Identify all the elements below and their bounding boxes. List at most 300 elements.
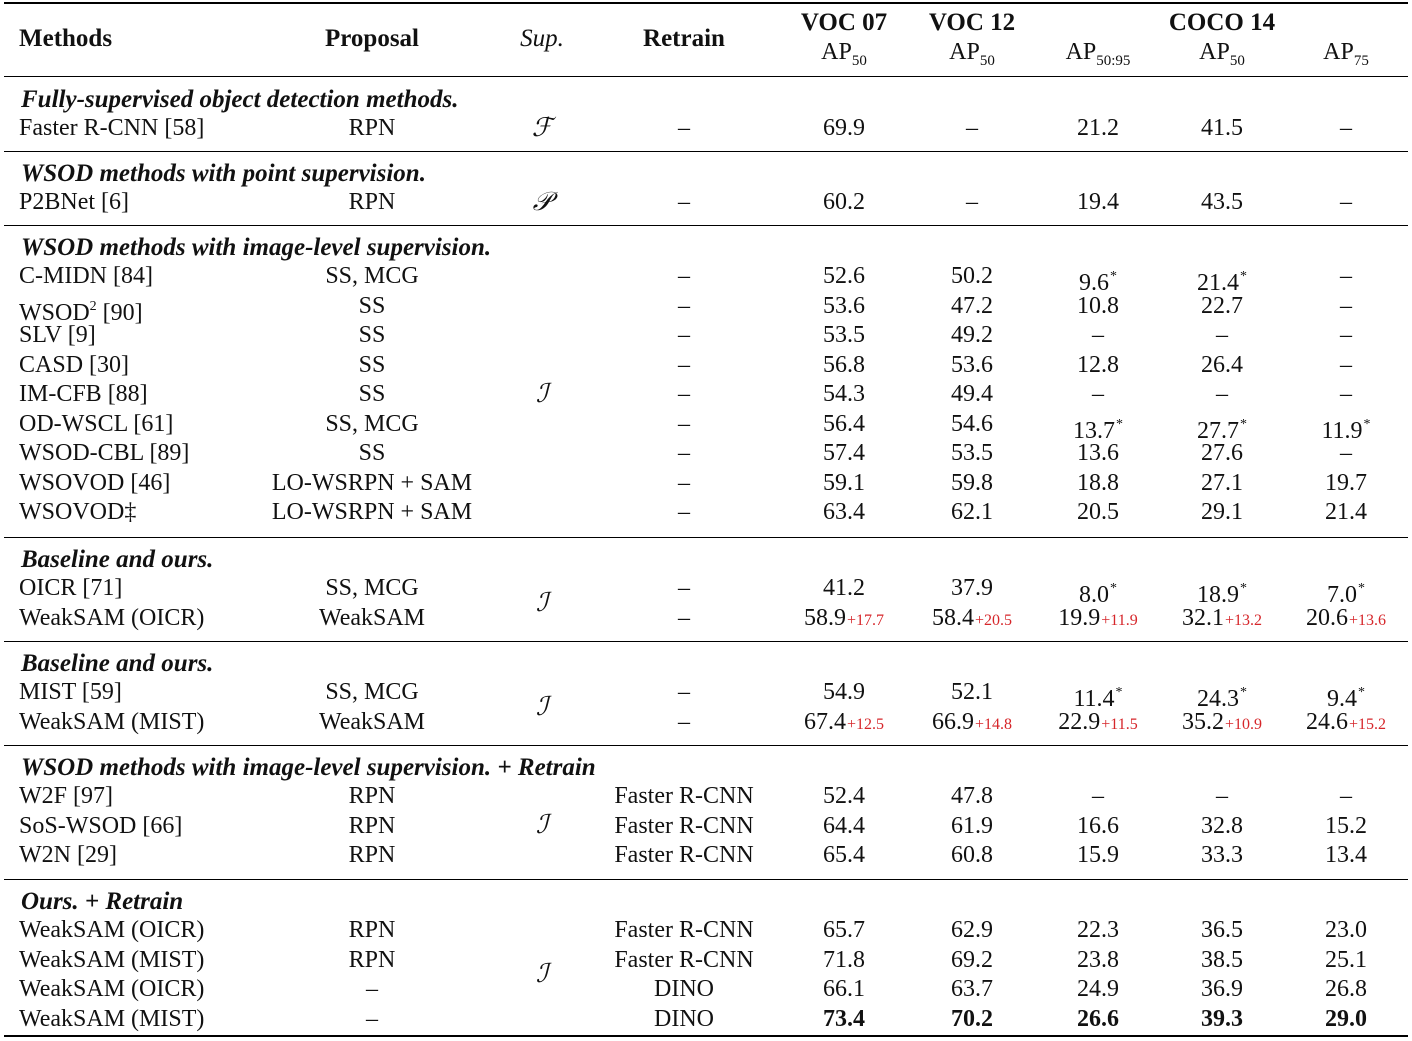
retrain-cell: – [678,292,690,319]
v12-cell [908,1005,1036,1035]
ap5095-cell [1036,975,1160,1005]
ap50-cell [1160,410,1284,444]
method-name [19,262,259,292]
method-name [19,678,259,708]
top-rule [4,2,1408,4]
ap5095-cell [1036,469,1160,499]
supervision-symbol: ℐ [535,810,549,841]
v12-cell [908,708,1036,738]
bottom-rule [4,1035,1408,1037]
method-name [19,469,259,499]
method-name [19,841,259,871]
v12-value: 52.1 [951,679,993,705]
method-text: WeakSAM (MIST) [19,708,205,735]
ap50-value: 27.1 [1201,469,1243,496]
v12-cell [908,678,1036,708]
ap50-value: – [1216,783,1228,809]
ap50-cell [1160,678,1284,712]
ap50-value: 27.7 [1197,417,1239,444]
ap50-value: – [1216,381,1228,407]
v07-value: 41.2 [823,575,865,601]
table-row [0,321,1412,351]
ap50-value: 43.5 [1201,189,1243,215]
improvement-gain: +13.2 [1224,611,1263,629]
ap75-value: 23.0 [1325,917,1367,943]
ap75-value: 19.7 [1325,469,1367,496]
v07-cell [780,114,908,144]
ap5095-value: 23.8 [1077,946,1119,973]
section-rule [4,151,1408,152]
proposal-cell: SS [358,381,386,407]
method-name [19,916,259,946]
ap50-value: 22.7 [1201,292,1243,319]
ap5095-cell [1036,114,1160,144]
v07-cell [780,380,908,410]
v12-value: 54.6 [951,410,993,437]
retrain-cell: Faster R-CNN [614,946,754,973]
ap75-value: 7.0 [1327,582,1357,608]
v07-cell [780,975,908,1005]
v12-value: 61.9 [951,812,993,839]
ap5095-cell [1036,678,1160,712]
v07-cell [780,1005,908,1035]
proposal-cell: RPN [348,115,396,141]
asterisk-mark: * [1115,685,1123,700]
improvement-gain: +15.2 [1348,715,1387,733]
ap50-value: 26.4 [1201,351,1243,378]
ap75-cell [1284,708,1408,738]
method-reference: [90] [96,299,143,326]
v07-value: 63.4 [823,499,865,525]
ap50-cell [1160,916,1284,946]
method-text: C-MIDN [84] [19,263,153,289]
ap75-cell [1284,975,1408,1005]
v07-cell [780,946,908,976]
v07-cell [780,262,908,292]
v12-value: 53.6 [951,351,993,378]
section-title: WSOD methods with point supervision. [21,160,426,187]
ap75-cell [1284,188,1408,218]
v12-cell [908,380,1036,410]
supervision-symbol: ℐ [535,691,549,722]
method-name [19,782,259,812]
method-text: MIST [59] [19,679,122,705]
section-rule [4,76,1408,77]
v12-value: 49.2 [951,322,993,348]
method-text: Faster R-CNN [58] [19,115,205,141]
v07-value: 60.2 [823,189,865,215]
method-text: P2BNet [6] [19,189,129,215]
v12-cell [908,262,1036,292]
table-row [0,708,1412,738]
ap50-cell [1160,351,1284,381]
v12-cell [908,916,1036,946]
section-title: Ours. + Retrain [21,888,184,915]
improvement-gain: +12.5 [846,715,885,733]
v07-value: 54.9 [823,679,865,705]
table-row [0,262,1412,296]
supervision-symbol: 𝒫 [532,186,552,217]
supervision-symbol: ℐ [535,587,549,618]
section-title: Baseline and ours. [21,546,214,573]
v07-value: 52.4 [823,783,865,809]
ap50-value: 33.3 [1201,842,1243,868]
proposal-cell: – [366,1005,378,1032]
ap75-value: 20.6 [1305,604,1348,631]
ap75-cell [1284,410,1408,444]
ap5095-value: 19.9 [1058,604,1101,631]
ap75-cell [1284,678,1408,712]
ap75-cell [1284,380,1408,410]
proposal-cell: SS, MCG [325,410,419,437]
section-title: WSOD methods with image-level supervision. [21,234,492,261]
v07-value: 66.1 [823,976,865,1002]
v12-value: 37.9 [951,575,993,601]
ap50-value: 39.3 [1201,1005,1243,1032]
ap50-value: 27.6 [1201,440,1243,466]
table-row [0,439,1412,469]
ap75-value: – [1340,292,1352,319]
section-title: WSOD methods with image-level supervision. + Retrain [21,754,596,781]
ap50-cell [1160,114,1284,144]
method-name [19,604,259,634]
ap5095-cell [1036,498,1160,528]
table-row [0,498,1412,528]
asterisk-mark: * [1240,581,1247,596]
ap75-value: 25.1 [1325,946,1367,973]
v12-cell [908,841,1036,871]
ap5095-cell [1036,812,1160,842]
header-voc07-ap50: $AP_{50}$ [821,39,867,69]
retrain-cell: – [678,263,690,289]
ap5095-value: 22.3 [1077,917,1119,943]
ap5095-value: 9.6 [1079,270,1109,296]
ap5095-value: 21.2 [1077,115,1119,141]
method-text: OD-WSCL [61] [19,410,174,437]
ap75-cell [1284,351,1408,381]
v12-value: 62.9 [951,917,993,943]
ap50-value: 32.8 [1201,812,1243,839]
v12-cell [908,946,1036,976]
v12-value: 49.4 [951,381,993,407]
v12-value: 62.1 [951,499,993,525]
ap75-cell [1284,841,1408,871]
ap5095-cell [1036,321,1160,351]
method-text: WSOD [19,299,90,326]
method-superscript: 2 [89,298,97,314]
retrain-cell: – [678,351,690,378]
ap5095-value: – [1092,381,1104,407]
proposal-cell: SS [358,440,386,466]
ap50-cell [1160,188,1284,218]
proposal-cell: LO-WSRPN + SAM [271,469,473,496]
proposal-cell: SS, MCG [325,263,419,289]
method-name [19,321,259,351]
ap5095-cell [1036,946,1160,976]
section-rule [4,879,1408,880]
v12-value: 53.5 [951,440,993,466]
v07-value: 52.6 [823,263,865,289]
ap75-value: – [1340,189,1352,215]
header-voc12-ap50: $AP_{50}$ [949,39,995,69]
ap50-value: 18.9 [1197,582,1239,608]
v12-value: 66.9 [931,708,974,735]
proposal-cell: LO-WSRPN + SAM [271,499,473,525]
asterisk-mark: * [1363,416,1371,432]
improvement-gain: +17.7 [846,611,885,629]
asterisk-mark: * [1358,581,1365,596]
ap5095-value: 16.6 [1077,812,1119,839]
asterisk-mark: * [1358,685,1365,700]
table-row [0,380,1412,410]
ap5095-value: 26.6 [1077,1005,1119,1032]
v07-value: 53.5 [823,322,865,348]
proposal-cell: RPN [348,189,396,215]
retrain-cell: – [678,679,690,705]
ap5095-cell [1036,351,1160,381]
v07-cell [780,321,908,351]
proposal-cell: SS, MCG [325,679,419,705]
v12-cell [908,292,1036,322]
retrain-cell: – [678,410,690,437]
section-title: Fully-supervised object detection methods. [21,86,459,113]
v07-value: 56.4 [823,410,865,437]
proposal-cell: RPN [348,917,396,943]
v07-value: 64.4 [823,812,865,839]
ap75-cell [1284,321,1408,351]
v07-value: 65.7 [823,917,865,943]
ap75-value: 26.8 [1325,976,1367,1002]
improvement-gain: +11.9 [1101,611,1138,629]
method-text: W2N [29] [19,842,117,868]
method-text: WeakSAM (OICR) [19,604,205,631]
ap50-value: 36.9 [1201,976,1243,1002]
ap50-cell [1160,946,1284,976]
ap75-value: – [1340,115,1352,141]
ap50-cell [1160,782,1284,812]
ap50-value: 29.1 [1201,499,1243,525]
ap75-value: – [1340,263,1352,289]
ap5095-cell [1036,410,1160,444]
table-row [0,351,1412,381]
method-text: WeakSAM (OICR) [19,976,205,1002]
method-text: SLV [9] [19,322,96,348]
ap50-cell [1160,380,1284,410]
ap50-cell [1160,574,1284,608]
retrain-cell: DINO [654,1005,714,1032]
header-voc12: VOC 12 [928,9,1016,36]
v12-value: 58.4 [931,604,974,631]
improvement-gain: +14.8 [974,715,1013,733]
ap50-cell [1160,1005,1284,1035]
v12-value: 47.2 [951,292,993,319]
table-row [0,188,1412,218]
method-name [19,114,259,144]
proposal-cell: RPN [348,842,396,868]
table-row [0,574,1412,608]
v12-value: 63.7 [951,976,993,1002]
supervision-symbol: ℐ [535,959,549,989]
v12-cell [908,975,1036,1005]
ap50-value: 36.5 [1201,917,1243,943]
retrain-cell: – [678,604,690,631]
ap75-value: – [1340,783,1352,809]
ap5095-value: 22.9 [1058,708,1101,735]
proposal-cell: RPN [348,946,396,973]
ap50-cell [1160,708,1284,738]
v12-value: 47.8 [951,783,993,809]
ap75-cell [1284,812,1408,842]
ap75-cell [1284,498,1408,528]
v07-cell [780,782,908,812]
v07-cell [780,410,908,440]
method-text: WSOVOD‡ [19,499,137,525]
ap5095-value: – [1092,783,1104,809]
method-name [19,439,259,469]
method-name [19,188,259,218]
table-row [0,841,1412,871]
retrain-cell: – [678,115,690,141]
retrain-cell: – [678,469,690,496]
ap50-value: 41.5 [1201,115,1243,141]
v12-value: 60.8 [951,842,993,868]
retrain-cell: – [678,708,690,735]
ap75-cell [1284,469,1408,499]
v07-value: 54.3 [823,381,865,407]
v07-cell [780,188,908,218]
proposal-cell: – [366,976,378,1002]
v12-cell [908,498,1036,528]
ap50-value: 24.3 [1197,686,1239,712]
v07-value: 57.4 [823,440,865,466]
header-voc07: VOC 07 [800,9,888,36]
v07-cell [780,678,908,708]
v07-cell [780,574,908,604]
retrain-cell: – [678,440,690,466]
section-title: Baseline and ours. [21,650,214,677]
ap75-cell [1284,114,1408,144]
v07-value: 58.9 [803,604,846,631]
retrain-cell: – [678,575,690,601]
proposal-cell: RPN [348,783,396,809]
ap75-cell [1284,574,1408,608]
method-name [19,351,259,381]
v07-cell [780,841,908,871]
retrain-cell: – [678,322,690,348]
section-rule [4,745,1408,746]
ap75-value: – [1340,322,1352,348]
table-row [0,812,1412,842]
method-name [19,812,259,842]
ap5095-value: 24.9 [1077,976,1119,1002]
v07-value: 56.8 [823,351,865,378]
ap50-cell [1160,975,1284,1005]
method-name [19,975,259,1005]
table-row [0,975,1412,1005]
method-text: WeakSAM (OICR) [19,917,205,943]
method-text: IM-CFB [88] [19,381,148,407]
proposal-cell: SS [358,292,386,319]
ap50-cell [1160,321,1284,351]
v07-value: 67.4 [803,708,846,735]
ap75-value: 29.0 [1325,1005,1367,1032]
ap5095-cell [1036,708,1160,738]
retrain-cell: Faster R-CNN [614,783,754,809]
table-row [0,916,1412,946]
asterisk-mark: * [1116,416,1123,432]
proposal-cell: WeakSAM [318,604,426,631]
retrain-cell: – [678,499,690,525]
section-rule [4,225,1408,226]
table-row [0,604,1412,634]
improvement-gain: +20.5 [974,611,1013,629]
ap5095-cell [1036,188,1160,218]
v12-cell [908,604,1036,634]
v07-cell [780,351,908,381]
method-name [19,946,259,976]
ap5095-value: 18.8 [1077,469,1119,496]
ap5095-cell [1036,439,1160,469]
method-name [19,1005,259,1035]
ap50-cell [1160,469,1284,499]
ap50-value: 35.2 [1181,708,1224,735]
asterisk-mark: * [1110,581,1117,596]
table-row [0,1005,1412,1035]
method-text: OICR [71] [19,575,123,601]
retrain-cell: – [678,189,690,215]
v12-cell [908,410,1036,440]
table-row [0,782,1412,812]
v07-value: 71.8 [823,946,865,973]
method-text: SoS-WSOD [66] [19,812,183,839]
ap5095-value: 15.9 [1077,842,1119,868]
proposal-cell: WeakSAM [318,708,426,735]
v07-cell [780,812,908,842]
ap50-cell [1160,812,1284,842]
ap5095-value: 19.4 [1077,189,1119,215]
ap50-cell [1160,498,1284,528]
v07-value: 69.9 [823,115,865,141]
ap5095-cell [1036,262,1160,296]
supervision-symbol: ℐ [535,378,549,409]
v12-cell [908,351,1036,381]
header-methods: Methods [19,25,113,52]
ap50-cell [1160,292,1284,322]
v12-value: 69.2 [951,946,993,973]
table-row [0,946,1412,976]
proposal-cell: SS [358,351,386,378]
asterisk-mark: * [1110,269,1117,284]
ap5095-value: 13.6 [1077,440,1119,466]
ap5095-value: 12.8 [1077,351,1119,378]
v12-cell [908,439,1036,469]
table-row [0,469,1412,499]
v12-cell [908,188,1036,218]
improvement-gain: +11.5 [1101,715,1138,733]
table-row [0,292,1412,326]
header-sup: Sup. [520,25,564,52]
ap5095-cell [1036,604,1160,634]
header-retrain: Retrain [643,25,725,52]
ap75-value: 15.2 [1325,812,1367,839]
improvement-gain: +13.6 [1348,611,1387,629]
ap75-cell [1284,292,1408,322]
header-coco-ap5095: $AP_{50:95}$ [1065,39,1131,69]
v12-value: – [966,189,978,215]
ap5095-value: 10.8 [1077,292,1119,319]
header-proposal: Proposal [325,25,419,52]
method-text: WeakSAM (MIST) [19,1005,205,1032]
